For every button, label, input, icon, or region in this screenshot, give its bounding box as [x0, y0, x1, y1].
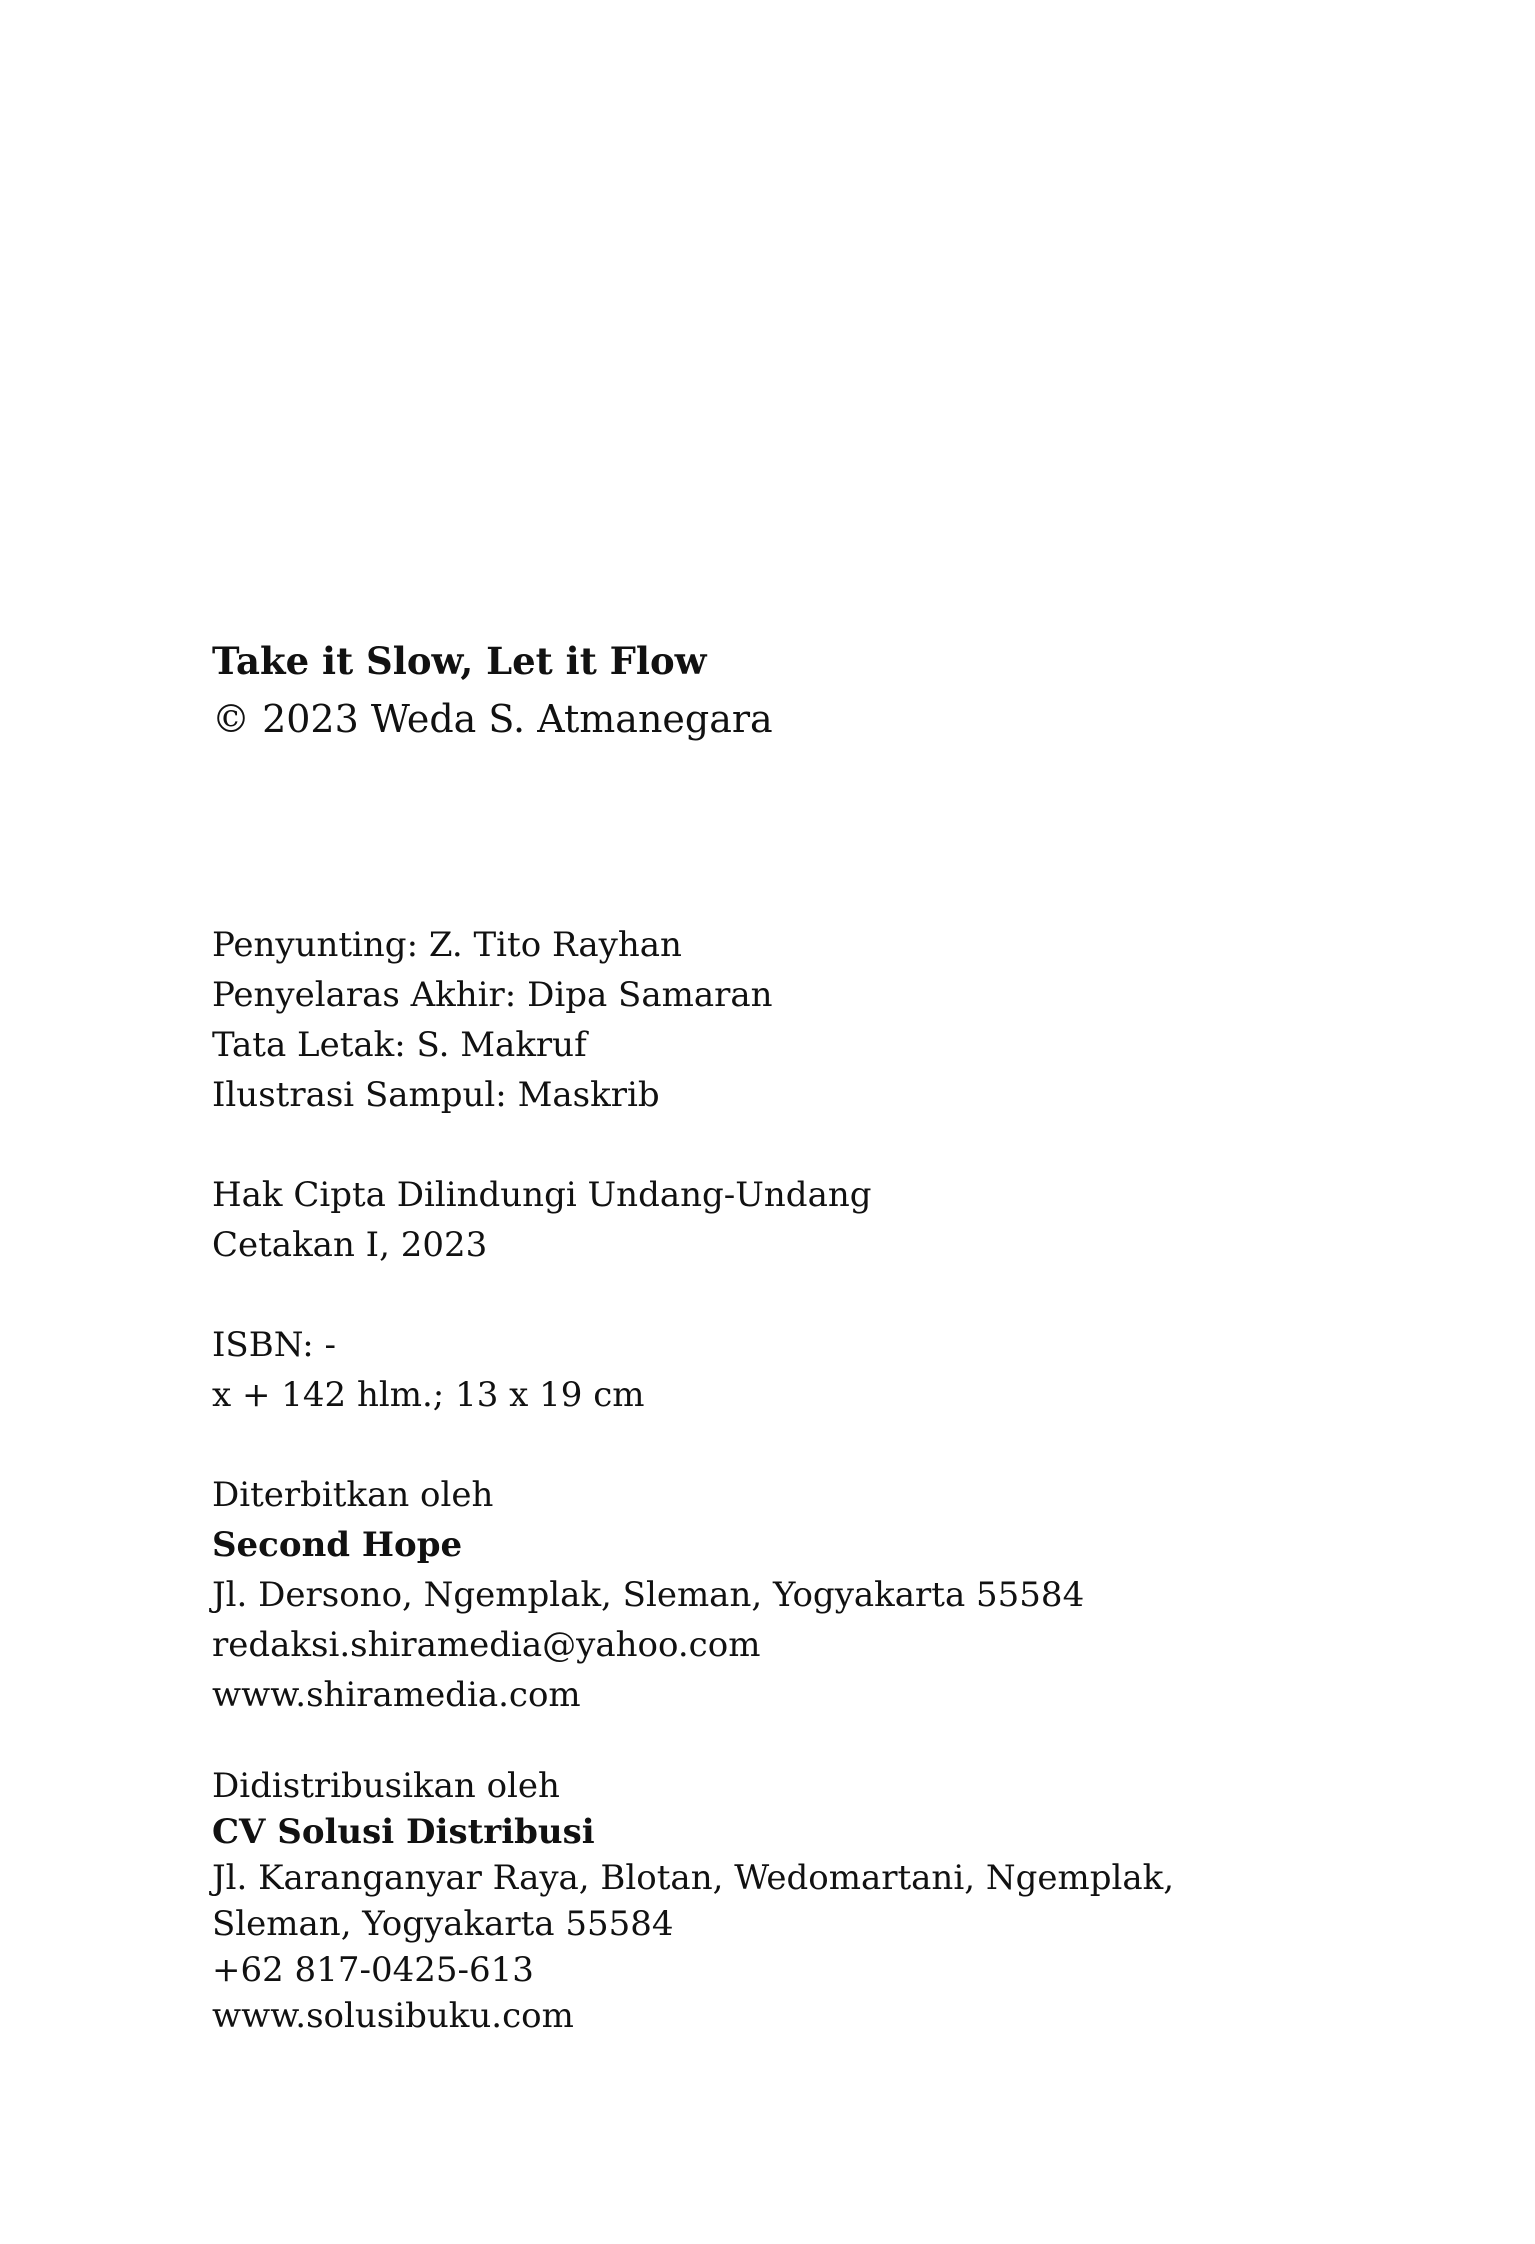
rights-notice: Hak Cipta Dilindungi Undang-Undang: [212, 1175, 872, 1215]
credit-cover-illustration: Ilustrasi Sampul: Maskrib: [212, 1075, 660, 1115]
credit-layout: Tata Letak: S. Makruf: [212, 1025, 587, 1065]
edition-info: Cetakan I, 2023: [212, 1225, 488, 1265]
physical-description: x + 142 hlm.; 13 x 19 cm: [212, 1375, 645, 1415]
distributor-phone: +62 817-0425-613: [212, 1950, 534, 1990]
distributor-block: [212, 1763, 1412, 2039]
distributor-address-line1: Jl. Karanganyar Raya, Blotan, Wedomartani, Ngemplak,: [212, 1858, 1175, 1898]
publisher-name: Second Hope: [212, 1525, 463, 1565]
rights-block: [212, 1170, 1412, 1270]
isbn-number: ISBN: -: [212, 1325, 336, 1365]
book-title: Take it Slow, Let it Flow: [212, 639, 707, 683]
publisher-website: www.shiramedia.com: [212, 1675, 581, 1715]
isbn-block: [212, 1320, 1412, 1420]
credit-final-editor: Penyelaras Akhir: Dipa Samaran: [212, 975, 773, 1015]
copyright-notice: © 2023 Weda S. Atmanegara: [212, 697, 773, 741]
credits-block: [212, 920, 1412, 1120]
distributor-address-line2: Sleman, Yogyakarta 55584: [212, 1904, 674, 1944]
publisher-address: Jl. Dersono, Ngemplak, Sleman, Yogyakarta 55584: [212, 1575, 1085, 1615]
distributor-label: Didistribusikan oleh: [212, 1766, 560, 1806]
distributor-name: CV Solusi Distribusi: [212, 1812, 595, 1852]
publisher-block: [212, 1470, 1412, 1720]
publisher-label: Diterbitkan oleh: [212, 1475, 494, 1515]
publisher-email: redaksi.shiramedia@yahoo.com: [212, 1625, 761, 1665]
credit-editor: Penyunting: Z. Tito Rayhan: [212, 925, 682, 965]
distributor-website: www.solusibuku.com: [212, 1996, 574, 2036]
title-block: [212, 632, 1412, 748]
